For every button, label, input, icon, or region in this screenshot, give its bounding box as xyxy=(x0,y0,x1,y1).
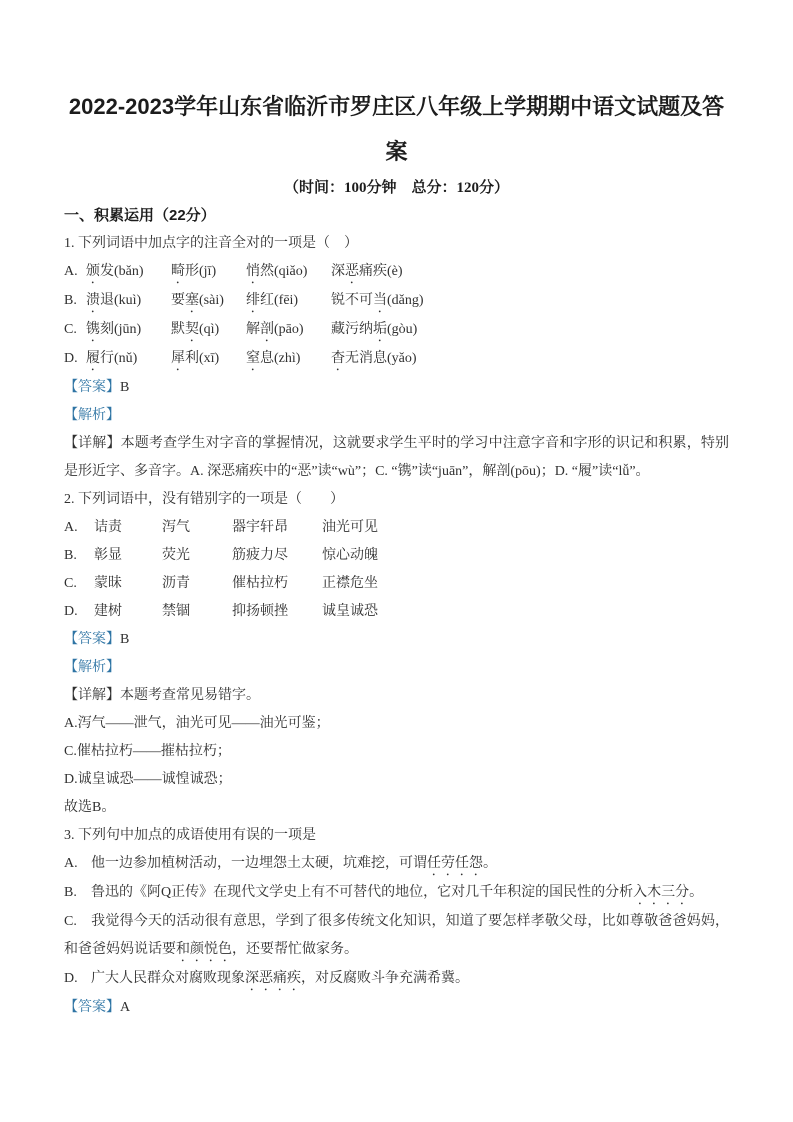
option-term: 绯红(fēi) xyxy=(246,293,299,308)
q2-correction-d: D.诚皇诚恐——诚惶诚恐； xyxy=(64,772,232,787)
emphasized-char: 悄 xyxy=(246,264,260,279)
option-term: 犀利(xī) xyxy=(171,351,220,366)
option-term: 锐不可当(dǎng) xyxy=(331,293,424,308)
option-letter: A. xyxy=(64,856,78,871)
emphasized-char: 垢 xyxy=(373,322,387,337)
q1-answer-line xyxy=(64,374,729,402)
option-letter: B. xyxy=(64,885,77,900)
answer-value: B xyxy=(120,380,130,395)
option-letter: B. xyxy=(64,293,77,308)
q3-option-d: D. 广大人民群众对腐败现象深恶痛疾，对反腐败斗争充满希冀。 xyxy=(64,965,729,994)
section-heading: 一、积累运用（22分） xyxy=(64,207,216,224)
option-term: 彰显 xyxy=(94,548,122,563)
q3-option-b: B. 鲁迅的《阿Q正传》在现代文学史上有不可替代的地位，它对几千年积淀的国民性的分析入木三分。 xyxy=(64,879,729,908)
q2-option-a xyxy=(64,514,729,542)
q3-stem: 3. 下列句中加点的成语使用有误的一项是 xyxy=(64,828,316,843)
option-letter: C. xyxy=(64,322,77,337)
option-term: 油光可见 xyxy=(322,520,378,535)
q2-answer-line xyxy=(64,626,729,654)
option-term: 抑扬顿挫 xyxy=(232,604,288,619)
emphasized-char: 杳 xyxy=(331,351,345,366)
option-letter: C. xyxy=(64,914,77,929)
q1-analysis-line xyxy=(64,402,729,430)
emphasized-char: 畸 xyxy=(171,264,185,279)
option-term: 畸形(jī) xyxy=(171,264,217,279)
emphasized-char: 当 xyxy=(373,293,387,308)
option-term: 深恶痛疾(è) xyxy=(331,264,403,279)
emphasized-char: 恶 xyxy=(345,264,359,279)
detail-text: 本题考查学生对字音的掌握情况，这就要求学生平时的学习中注意字音和字形的识记和积累，特别是形近字、多音字。A. 深恶痛疾中的“恶”读“wù”；C. “镌”读“juān”，解剖(pōu)；D. “履”读“lǚ”。 xyxy=(64,436,729,479)
q3-option-c: C. 我觉得今天的活动很有意思，学到了很多传统文化知识，知道了要怎样孝敬父母，比如尊敬爸爸妈妈，和爸爸妈妈说话要和颜悦色，还要帮忙做家务。 xyxy=(64,908,729,965)
answer-value: A xyxy=(120,1000,131,1015)
option-letter: C. xyxy=(64,576,77,591)
option-term: 解剖(pāo) xyxy=(246,322,304,337)
option-term: 窒息(zhì) xyxy=(246,351,301,366)
option-term: 藏污纳垢(gòu) xyxy=(331,322,418,337)
detail-text: 本题考查常见易错字。 xyxy=(120,688,260,703)
q1-option-a xyxy=(64,258,729,287)
option-term: 惊心动魄 xyxy=(322,548,378,563)
option-term: 诘责 xyxy=(94,520,122,535)
q1-option-d xyxy=(64,345,729,374)
detail-label: 【详解】 xyxy=(64,436,121,451)
q2-detail-intro xyxy=(64,682,729,710)
option-term: 溃退(kuì) xyxy=(86,293,142,308)
analysis-label: 【解析】 xyxy=(64,660,120,675)
option-letter: A. xyxy=(64,264,78,279)
option-term: 禁锢 xyxy=(162,604,190,619)
option-letter: B. xyxy=(64,548,77,563)
option-letter: D. xyxy=(64,351,78,366)
emphasized-char: 镌 xyxy=(86,322,100,337)
emphasized-char: 溃 xyxy=(86,293,100,308)
q2-correction-a: A.泻气——泄气，油光可见——油光可鉴； xyxy=(64,716,330,731)
emphasized-idiom: 和颜悦色 xyxy=(176,942,232,957)
emphasized-char: 契 xyxy=(185,322,199,337)
analysis-label: 【解析】 xyxy=(64,408,120,423)
q1-option-b xyxy=(64,287,729,316)
q1-option-c xyxy=(64,316,729,345)
q3-answer-line xyxy=(64,994,729,1022)
q1-stem: 1. 下列词语中加点字的注音全对的一项是（ ） xyxy=(64,236,358,251)
emphasized-char: 履 xyxy=(86,351,100,366)
option-term: 镌刻(jūn) xyxy=(86,322,142,337)
answer-label: 【答案】 xyxy=(64,380,120,395)
answer-label: 【答案】 xyxy=(64,632,120,647)
exam-time-score-meta: （时间：100分钟 总分：120分） xyxy=(283,180,509,196)
q1-detail xyxy=(64,430,729,486)
option-term: 器宇轩昂 xyxy=(232,520,288,535)
option-term: 颁发(bǎn) xyxy=(86,264,144,279)
emphasized-idiom: 任劳任怨 xyxy=(427,856,483,871)
q2-stem: 2. 下列词语中，没有错别字的一项是（ ） xyxy=(64,492,344,507)
detail-label: 【详解】 xyxy=(64,688,120,703)
emphasized-char: 剖 xyxy=(260,322,274,337)
option-term: 诚皇诚恐 xyxy=(322,604,378,619)
emphasized-idiom: 深恶痛疾 xyxy=(245,971,301,986)
option-letter: D. xyxy=(64,971,78,986)
q2-conclusion: 故选B。 xyxy=(64,800,116,815)
emphasized-char: 窒 xyxy=(246,351,260,366)
q2-option-c xyxy=(64,570,729,598)
document-title: 2022-2023学年山东省临沂市罗庄区八年级上学期期中语文试题及答案 xyxy=(68,94,725,164)
q2-analysis-line xyxy=(64,654,729,682)
emphasized-char: 颁 xyxy=(86,264,100,279)
option-term: 默契(qì) xyxy=(171,322,220,337)
option-term: 建树 xyxy=(94,604,122,619)
option-term: 悄然(qiǎo) xyxy=(246,264,308,279)
q2-option-b xyxy=(64,542,729,570)
option-term: 催枯拉朽 xyxy=(232,576,288,591)
option-letter: D. xyxy=(64,604,78,619)
q2-correction-c: C.催枯拉朽——摧枯拉朽； xyxy=(64,744,231,759)
option-term: 要塞(sài) xyxy=(171,293,224,308)
emphasized-char: 塞 xyxy=(185,293,199,308)
option-term: 沥青 xyxy=(162,576,190,591)
q3-option-a: A. 他一边参加植树活动，一边埋怨土太硬，坑难挖，可谓任劳任怨。 xyxy=(64,850,729,879)
option-term: 杳无消息(yǎo) xyxy=(331,351,417,366)
option-term: 正襟危坐 xyxy=(322,576,378,591)
answer-value: B xyxy=(120,632,130,647)
answer-label: 【答案】 xyxy=(64,1000,120,1015)
option-letter: A. xyxy=(64,520,78,535)
option-term: 泻气 xyxy=(162,520,190,535)
q2-option-d xyxy=(64,598,729,626)
emphasized-char: 犀 xyxy=(171,351,185,366)
option-term: 筋疲力尽 xyxy=(232,548,288,563)
option-term: 荧光 xyxy=(162,548,190,563)
option-term: 蒙昧 xyxy=(94,576,122,591)
emphasized-idiom: 入木三分 xyxy=(633,885,690,900)
option-term: 履行(nǔ) xyxy=(86,351,138,366)
emphasized-char: 绯 xyxy=(246,293,260,308)
